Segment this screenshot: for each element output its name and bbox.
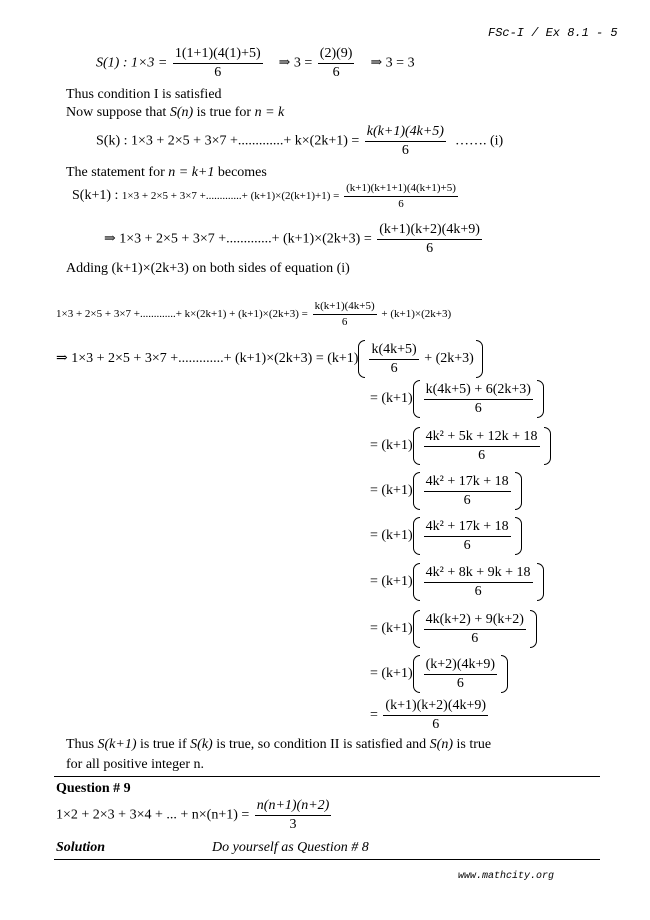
step-paren: [413, 610, 537, 648]
thus-text-g: is true: [456, 737, 492, 752]
suppose-text-a: Now suppose that: [66, 105, 167, 120]
sk1b-lhs: ⇒ 1×3 + 2×5 + 3×7 +.............+ (k+1)×(2k+3) =: [104, 231, 372, 247]
suppose-text-b: is true for: [196, 105, 252, 120]
derivation-step: [370, 380, 544, 418]
s1-numerator-2: (2)(9): [318, 46, 355, 64]
final-denominator: 6: [432, 717, 440, 732]
final-equation: [370, 698, 490, 733]
sk1b-fraction: [377, 222, 482, 257]
footer-site: www.mathcity.org: [458, 871, 555, 882]
derivation-step: [370, 517, 522, 555]
s1-mid: ⇒ 3 =: [278, 55, 313, 71]
question-equation: [56, 798, 333, 833]
derivation-step: [370, 472, 522, 510]
sk-numerator: k(k+1)(4k+5): [365, 124, 446, 142]
sk1-lhs: S(k+1) :: [72, 188, 119, 204]
final-fraction: [383, 698, 488, 733]
condition-1-text: Thus condition I is satisfied: [66, 87, 222, 102]
implies-denominator: 6: [390, 360, 398, 376]
s1-fraction: [173, 46, 263, 81]
step-fraction: [424, 382, 533, 417]
step-prefix: = (k+1): [370, 621, 413, 637]
suppose-n-eq-k: n = k: [254, 105, 285, 120]
step-denominator: 6: [463, 537, 471, 553]
s1-denominator: 6: [214, 65, 222, 80]
step-numerator: 4k² + 17k + 18: [424, 519, 511, 537]
derivation-step: [370, 610, 537, 648]
question-fraction: [255, 798, 332, 833]
suppose-sn: S(n): [169, 105, 194, 120]
implies-lhs: ⇒ 1×3 + 2×5 + 3×7 +.............+ (k+1)×(2k+3) = (k+1): [56, 351, 359, 367]
question-denominator: 3: [289, 817, 297, 832]
statement-text-a: The statement for: [66, 165, 165, 180]
solution-text: Do yourself as Question # 8: [212, 840, 369, 855]
step-denominator: 6: [474, 583, 482, 599]
step-denominator: 6: [463, 492, 471, 508]
sk1b-denominator: 6: [426, 241, 434, 256]
step-denominator: 6: [471, 630, 479, 646]
implies-fraction: [369, 342, 418, 377]
step-numerator: 4k(k+2) + 9(k+2): [424, 612, 526, 630]
statement-text-c: becomes: [217, 165, 267, 180]
question-numerator: n(n+1)(n+2): [255, 798, 332, 816]
step-fraction: [424, 657, 497, 692]
statement-n-eq-k1: n = k+1: [168, 165, 215, 180]
s1-lhs: S(1) : 1×3 =: [96, 55, 168, 71]
adding-text-a: Adding: [66, 261, 108, 276]
thus-line-2: for all positive integer n.: [66, 757, 205, 772]
step-paren: [413, 655, 508, 693]
implies-paren: [358, 340, 482, 378]
step-prefix: = (k+1): [370, 438, 413, 454]
step-paren: [413, 380, 544, 418]
sk1-equation: [72, 182, 460, 211]
step-fraction: [424, 612, 526, 647]
final-equals: =: [370, 707, 378, 723]
equation-tag-i: ……. (i): [454, 133, 504, 149]
suppose-line: [66, 105, 284, 121]
step-denominator: 6: [474, 400, 482, 416]
thus-text-a: Thus: [66, 737, 94, 752]
sum-numerator: k(k+1)(4k+5): [313, 300, 377, 315]
step-fraction: [424, 565, 533, 600]
sk1-numerator: (k+1)(k+1+1)(4(k+1)+5): [344, 182, 458, 197]
thus-line: [66, 737, 491, 753]
page-header: FSc-I / Ex 8.1 - 5: [488, 26, 618, 40]
step-paren: [413, 427, 551, 465]
step-numerator: k(4k+5) + 6(2k+3): [424, 382, 533, 400]
sk1b-equation: [104, 222, 484, 257]
s1-equation: [96, 46, 415, 81]
implies-numerator: k(4k+5): [369, 342, 418, 360]
implies-equation: [56, 340, 483, 378]
thus-text-e: is true, so condition II is satisfied and: [216, 737, 427, 752]
thus-sk: S(k): [190, 737, 213, 752]
solution-label: Solution: [56, 840, 106, 855]
derivation-step: [370, 427, 551, 465]
step-prefix: = (k+1): [370, 483, 413, 499]
step-paren: [413, 472, 522, 510]
thus-sn: S(n): [429, 737, 453, 752]
derivation-step: [370, 655, 508, 693]
question-lhs: 1×2 + 2×3 + 3×4 + ... + n×(n+1) =: [56, 807, 250, 823]
s1-denominator-2: 6: [332, 65, 340, 80]
adding-line: [66, 261, 350, 277]
implies-end: + (2k+3): [424, 351, 474, 366]
sk-lhs: S(k) : 1×3 + 2×5 + 3×7 +.............+ k×(2k+1) =: [96, 133, 360, 149]
sk-denominator: 6: [401, 143, 409, 158]
statement-line: [66, 165, 267, 181]
thus-text-c: is true if: [140, 737, 187, 752]
step-denominator: 6: [456, 675, 464, 691]
step-prefix: = (k+1): [370, 666, 413, 682]
final-numerator: (k+1)(k+2)(4k+9): [383, 698, 488, 716]
sk-fraction: [365, 124, 446, 159]
thus-sk1: S(k+1): [97, 737, 137, 752]
sum-equation: [56, 300, 451, 329]
step-paren: [413, 517, 522, 555]
sk1-rest: 1×3 + 2×5 + 3×7 +.............+ (k+1)×(2(k+1)+1) =: [121, 190, 340, 203]
sum-fraction: [313, 300, 377, 329]
derivation-step: [370, 563, 544, 601]
step-paren: [413, 563, 544, 601]
step-fraction: [424, 474, 511, 509]
sum-denominator: 6: [341, 316, 348, 328]
sk1-denominator: 6: [398, 198, 404, 210]
divider-bottom: [54, 859, 600, 860]
sum-lhs: 1×3 + 2×5 + 3×7 +.............+ k×(2k+1) + (k+1)×(2k+3) =: [56, 308, 308, 321]
sk1b-numerator: (k+1)(k+2)(4k+9): [377, 222, 482, 240]
step-prefix: = (k+1): [370, 574, 413, 590]
step-prefix: = (k+1): [370, 391, 413, 407]
step-fraction: [424, 519, 511, 554]
s1-end: ⇒ 3 = 3: [370, 55, 415, 71]
adding-text-c: on both sides of equation (i): [192, 261, 350, 276]
sk-equation: [96, 124, 503, 159]
question-title: Question # 9: [56, 781, 131, 796]
divider-top: [54, 776, 600, 777]
s1-numerator: 1(1+1)(4(1)+5): [173, 46, 263, 64]
step-numerator: (k+2)(4k+9): [424, 657, 497, 675]
step-denominator: 6: [478, 447, 486, 463]
s1-fraction-2: [318, 46, 355, 81]
step-numerator: 4k² + 8k + 9k + 18: [424, 565, 533, 583]
step-numerator: 4k² + 17k + 18: [424, 474, 511, 492]
step-numerator: 4k² + 5k + 12k + 18: [424, 429, 540, 447]
sum-end: + (k+1)×(2k+3): [381, 308, 452, 321]
step-fraction: [424, 429, 540, 464]
sk1-fraction: [344, 182, 458, 211]
step-prefix: = (k+1): [370, 528, 413, 544]
adding-term: (k+1)×(2k+3): [111, 261, 189, 276]
